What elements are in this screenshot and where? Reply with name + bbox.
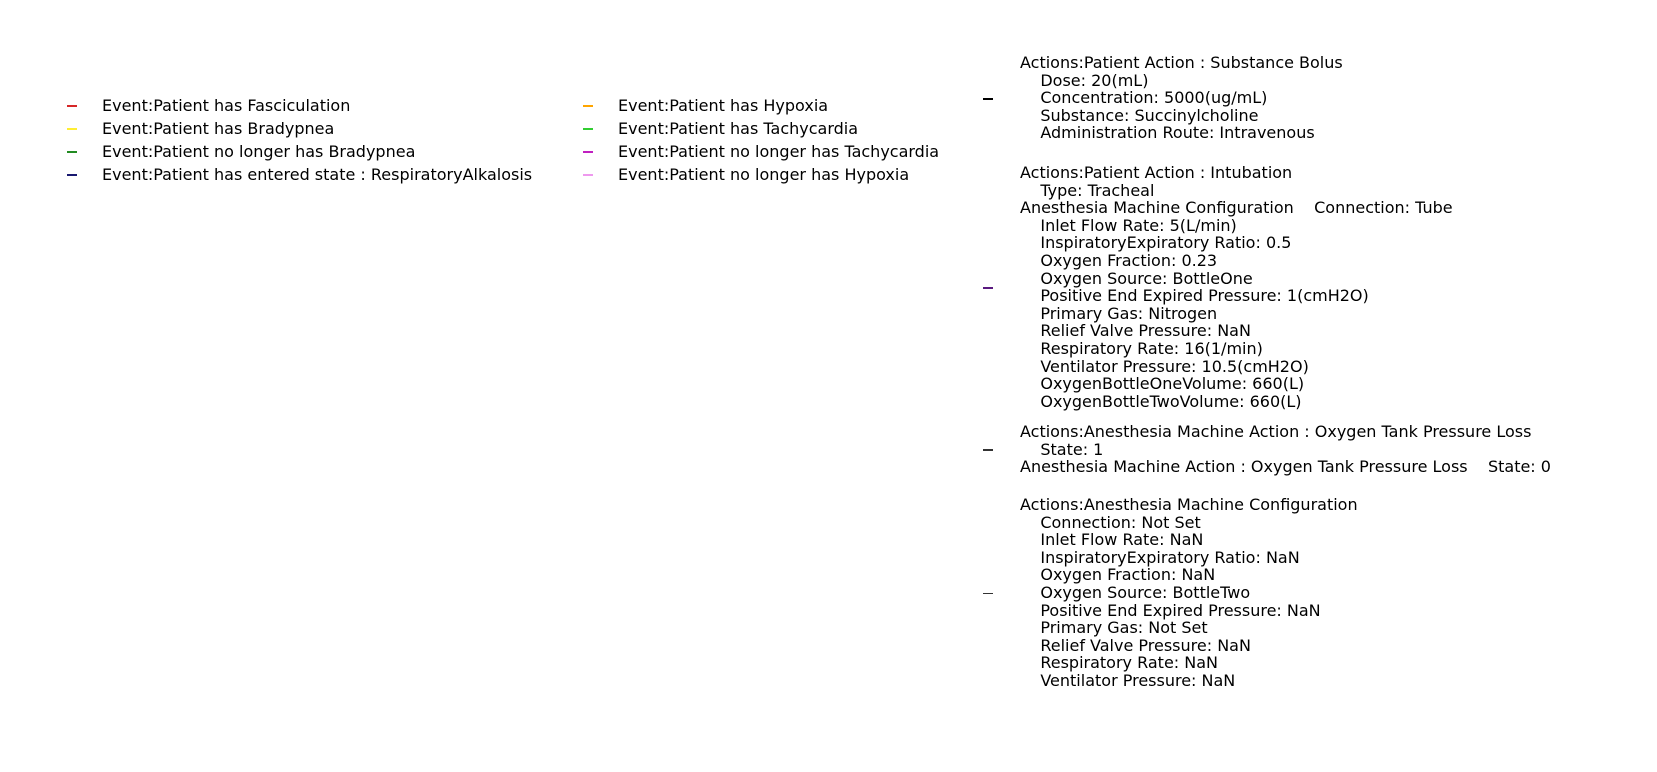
- action-text-line: Respiratory Rate: NaN: [1020, 653, 1219, 673]
- action-text-line: Dose: 20(mL): [1020, 70, 1149, 90]
- action-swatch: [983, 98, 993, 100]
- legend-label: Event:Patient no longer has Hypoxia: [618, 165, 910, 184]
- legend-label: Event:Patient has Hypoxia: [618, 96, 829, 115]
- legend-swatch: [583, 151, 593, 153]
- action-text-line: Type: Tracheal: [1020, 180, 1155, 200]
- action-text-line: Anesthesia Machine Action : Oxygen Tank Pressure Loss State: 0: [1020, 457, 1551, 477]
- action-text-line: InspiratoryExpiratory Ratio: NaN: [1020, 547, 1300, 567]
- legend-swatch: [583, 128, 593, 130]
- action-text-line: Positive End Expired Pressure: NaN: [1020, 600, 1321, 620]
- action-text-line: Actions:Patient Action : Intubation: [1020, 163, 1293, 182]
- legend-label: Event:Patient has Bradypnea: [102, 119, 335, 138]
- action-text-line: Actions:Anesthesia Machine Action : Oxygen Tank Pressure Loss: [1020, 422, 1532, 441]
- action-swatch: [983, 593, 993, 595]
- action-text-line: Relief Valve Pressure: NaN: [1020, 321, 1251, 341]
- action-text-line: Substance: Succinylcholine: [1020, 105, 1259, 125]
- legend-swatch: [583, 105, 593, 107]
- action-text-line: InspiratoryExpiratory Ratio: 0.5: [1020, 233, 1292, 253]
- action-text-line: Inlet Flow Rate: 5(L/min): [1020, 215, 1237, 235]
- action-text-line: Relief Valve Pressure: NaN: [1020, 635, 1251, 655]
- action-text-line: Oxygen Source: BottleTwo: [1020, 583, 1251, 602]
- legend-swatch: [67, 151, 77, 153]
- action-text-line: Respiratory Rate: 16(1/min): [1020, 339, 1263, 358]
- action-text-line: Anesthesia Machine Configuration Connection: Tube: [1020, 198, 1453, 218]
- legend-swatch: [67, 128, 77, 130]
- action-text-line: Connection: Not Set: [1020, 512, 1201, 532]
- legend-label: Event:Patient no longer has Tachycardia: [618, 142, 940, 161]
- action-text-line: State: 1: [1020, 439, 1104, 459]
- action-text-line: Primary Gas: Not Set: [1020, 618, 1208, 638]
- action-text-line: Primary Gas: Nitrogen: [1020, 303, 1218, 323]
- action-text-line: OxygenBottleTwoVolume: 660(L): [1020, 391, 1302, 411]
- action-text-line: Ventilator Pressure: 10.5(cmH2O): [1020, 356, 1309, 376]
- action-text-line: OxygenBottleOneVolume: 660(L): [1020, 374, 1305, 394]
- action-text-line: Oxygen Source: BottleOne: [1020, 268, 1253, 288]
- legend-swatch: [67, 105, 77, 107]
- action-text-line: Ventilator Pressure: NaN: [1020, 671, 1236, 690]
- legend-label: Event:Patient has entered state : RespiratoryAlkalosis: [102, 165, 533, 184]
- action-text-line: Oxygen Fraction: NaN: [1020, 565, 1216, 585]
- legend-label: Event:Patient has Tachycardia: [618, 119, 859, 138]
- action-text-line: Oxygen Fraction: 0.23: [1020, 251, 1218, 270]
- action-text-line: Concentration: 5000(ug/mL): [1020, 88, 1268, 108]
- action-swatch: [983, 449, 993, 451]
- legend-label: Event:Patient has Fasciculation: [102, 96, 351, 115]
- legend-label: Event:Patient no longer has Bradypnea: [102, 142, 416, 161]
- action-text-line: Inlet Flow Rate: NaN: [1020, 530, 1204, 550]
- legend-swatch: [67, 174, 77, 176]
- action-text-line: Actions:Anesthesia Machine Configuration: [1020, 495, 1358, 514]
- legend-swatch: [583, 174, 593, 176]
- action-swatch: [983, 287, 993, 289]
- action-text-line: Actions:Patient Action : Substance Bolus: [1020, 53, 1343, 72]
- action-text-line: Administration Route: Intravenous: [1020, 123, 1315, 143]
- action-text-line: Positive End Expired Pressure: 1(cmH2O): [1020, 286, 1369, 306]
